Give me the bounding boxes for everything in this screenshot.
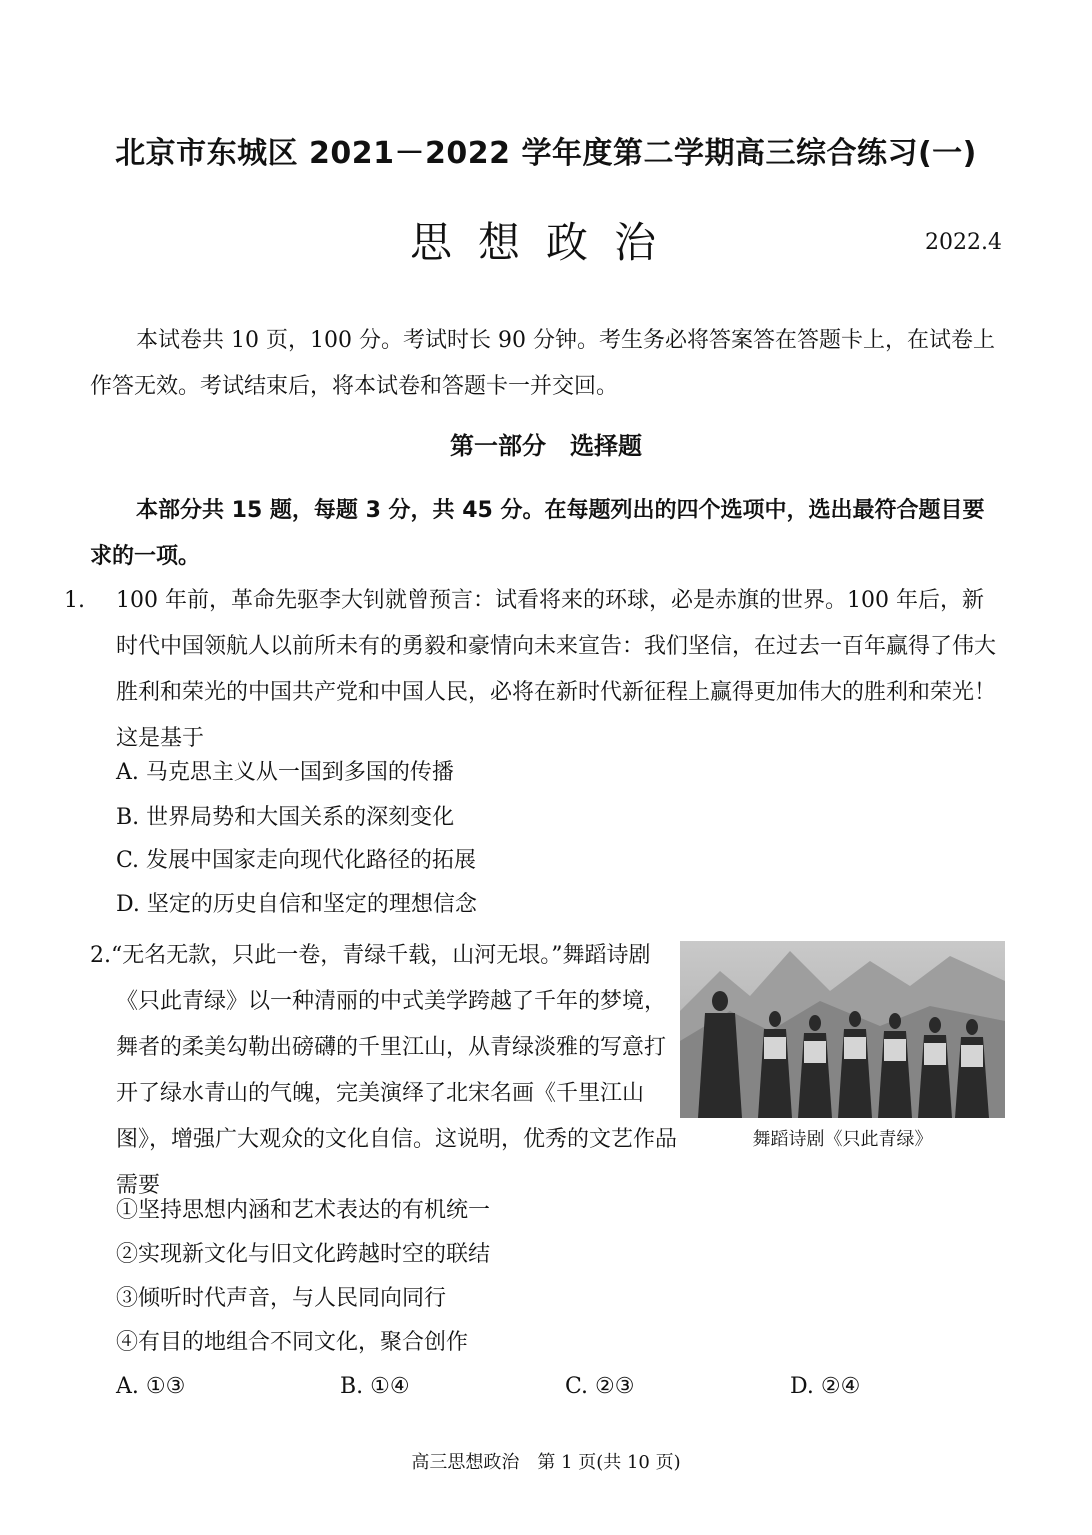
exam-intro: 本试卷共 10 页，100 分。考试时长 90 分钟。考生务必将答案答在答题卡上，在试卷上作答无效。考试结束后，将本试卷和答题卡一并交回。 — [90, 328, 995, 399]
section-instructions: 本部分共 15 题，每题 3 分，共 45 分。在每题列出的四个选项中，选出最符合题目要求的一项。 — [90, 498, 985, 569]
question-2-statement-2: ②实现新文化与旧文化跨越时空的联结 — [116, 1242, 491, 1267]
question-2-choice-a: A. ①③ — [116, 1374, 186, 1399]
exam-title: 北京市东城区 2021－2022 学年度第二学期高三综合练习(一) — [115, 136, 977, 171]
question-1-option-b: B. 世界局势和大国关系的深刻变化 — [116, 805, 455, 830]
exam-date: 2022.4 — [925, 230, 1002, 255]
question-2-choice-b: B. ①④ — [340, 1374, 410, 1399]
question-1-text: 100 年前，革命先驱李大钊就曾预言：试看将来的环球，必是赤旗的世界。100 年后，新时代中国领航人以前所未有的勇毅和豪情向未来宣告：我们坚信，在过去一百年赢得了伟大胜利和荣光的中国共产党和中国人民，必将在新时代新征程上赢得更加伟大的胜利和荣光！这是基于 — [116, 588, 997, 751]
page-footer: 高三思想政治 第 1 页(共 10 页) — [411, 1452, 681, 1473]
question-2-choice-d: D. ②④ — [790, 1374, 861, 1399]
subject-title: 思想政治 — [409, 218, 682, 267]
question-1-stem — [64, 578, 1005, 762]
question-1-option-a: A. 马克思主义从一国到多国的传播 — [116, 760, 454, 785]
photo-caption: 舞蹈诗剧《只此青绿》 — [752, 1129, 933, 1150]
question-2-stem: 2.“无名无款，只此一卷，青绿千载，山河无垠。”舞蹈诗剧《只此青绿》以一种清丽的中式美学跨越了千年的梦境，舞者的柔美勾勒出磅礴的千里江山，从青绿淡雅的写意打开了绿水青山的气魄，完美演绎了北宋名画《千里江山图》，增强广大观众的文化自信。这说明，优秀的文艺作品需要 — [90, 943, 678, 1198]
question-2-statement-4: ④有目的地组合不同文化，聚合创作 — [116, 1330, 469, 1355]
question-2-choice-c: C. ②③ — [565, 1374, 635, 1399]
question-1-number: 1. — [64, 588, 85, 613]
section-title: 第一部分 选择题 — [450, 432, 642, 460]
dance-drama-photo — [680, 941, 1005, 1118]
question-1-option-d: D. 坚定的历史自信和坚定的理想信念 — [116, 892, 477, 917]
question-2-statement-1: ①坚持思想内涵和艺术表达的有机统一 — [116, 1198, 491, 1223]
question-2-statement-3: ③倾听时代声音，与人民同向同行 — [116, 1286, 447, 1311]
dance-drama-illustration — [680, 941, 1005, 1118]
question-1-option-c: C. 发展中国家走向现代化路径的拓展 — [116, 848, 477, 873]
